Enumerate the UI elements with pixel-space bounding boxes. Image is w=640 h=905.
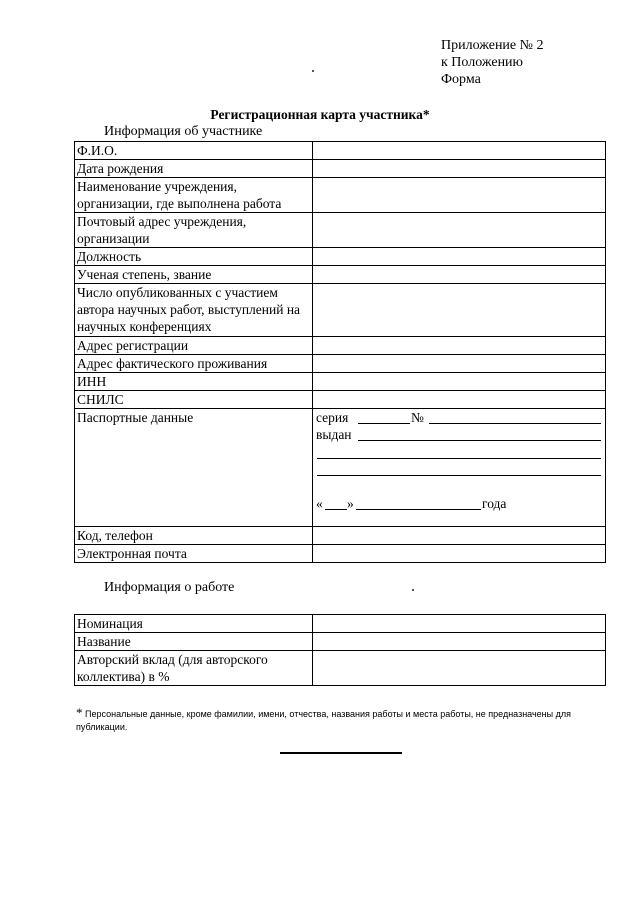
passport-issued-input[interactable] (358, 440, 601, 441)
table-row (75, 266, 606, 284)
passport-date-close: » (347, 496, 354, 511)
field-actual-address[interactable] (313, 355, 606, 373)
row-label-snils: СНИЛС (75, 391, 313, 409)
field-inn[interactable] (313, 373, 606, 391)
field-snils[interactable] (313, 391, 606, 409)
appendix-line-3: Форма (441, 72, 481, 87)
row-label-author-contribution: Авторский вклад (для авторского коллектива) в % (75, 651, 313, 686)
table-row (75, 248, 606, 266)
table-row (75, 651, 606, 686)
appendix-line-1: Приложение № 2 (441, 38, 544, 53)
field-registration-address[interactable] (313, 337, 606, 355)
table-row (75, 213, 606, 248)
table-row (75, 391, 606, 409)
field-fio[interactable] (313, 142, 606, 160)
passport-number-label: № (411, 410, 424, 425)
passport-day-input[interactable] (325, 509, 347, 510)
footnote-text: Персональные данные, кроме фамилии, имени, отчества, названия работы и места работы, не предназначены для публикации. (76, 709, 571, 732)
table-row (75, 527, 606, 545)
participant-table (74, 141, 606, 563)
row-label-passport: Паспортные данные (75, 409, 313, 527)
passport-month-input[interactable] (356, 509, 481, 510)
field-organization[interactable] (313, 178, 606, 213)
scan-speck (312, 70, 314, 72)
row-label-fio: Ф.И.О. (75, 142, 313, 160)
row-label-publications: Число опубликованных с участием автора научных работ, выступлений на научных конференциях (75, 284, 313, 337)
field-postal-address[interactable] (313, 213, 606, 248)
passport-issued-line-2[interactable] (317, 458, 601, 459)
row-label-position: Должность (75, 248, 313, 266)
field-nomination[interactable] (313, 615, 606, 633)
row-label-organization: Наименование учреждения, организации, где выполнена работа (75, 178, 313, 213)
row-label-birthdate: Дата рождения (75, 160, 313, 178)
table-row (75, 355, 606, 373)
row-label-degree: Ученая степень, звание (75, 266, 313, 284)
row-label-postal-address: Почтовый адрес учреждения, организации (75, 213, 313, 248)
table-row (75, 284, 606, 337)
field-email[interactable] (313, 545, 606, 563)
table-row (75, 337, 606, 355)
row-label-actual-address: Адрес фактического проживания (75, 355, 313, 373)
passport-series-label: серия (316, 410, 349, 425)
field-degree[interactable] (313, 266, 606, 284)
work-section-heading: Информация о работе (104, 580, 235, 595)
table-row (75, 633, 606, 651)
passport-year-label: года (482, 496, 507, 511)
table-row (75, 373, 606, 391)
field-work-title[interactable] (313, 633, 606, 651)
appendix-line-2: к Положению (441, 55, 524, 70)
appendix-block (441, 37, 544, 88)
form-title: Регистрационная карта участника* (210, 107, 430, 122)
table-row (75, 160, 606, 178)
table-row (75, 178, 606, 213)
passport-number-input[interactable] (429, 423, 601, 424)
work-table (74, 614, 606, 686)
field-position[interactable] (313, 248, 606, 266)
field-birthdate[interactable] (313, 160, 606, 178)
table-row (75, 615, 606, 633)
passport-issued-label: выдан (316, 427, 352, 442)
scan-speck (412, 589, 414, 591)
field-publications[interactable] (313, 284, 606, 337)
row-label-email: Электронная почта (75, 545, 313, 563)
participant-section-heading: Информация об участнике (104, 124, 263, 139)
table-row (75, 142, 606, 160)
field-passport (313, 409, 606, 527)
field-phone[interactable] (313, 527, 606, 545)
table-row (75, 409, 606, 527)
passport-series-input[interactable] (358, 423, 410, 424)
row-label-registration-address: Адрес регистрации (75, 337, 313, 355)
footnote (76, 706, 616, 734)
row-label-phone: Код, телефон (75, 527, 313, 545)
bottom-rule (280, 752, 402, 754)
field-author-contribution[interactable] (313, 651, 606, 686)
row-label-work-title: Название (75, 633, 313, 651)
passport-issued-line-3[interactable] (317, 475, 601, 476)
passport-date-open: « (316, 496, 323, 511)
row-label-inn: ИНН (75, 373, 313, 391)
row-label-nomination: Номинация (75, 615, 313, 633)
footnote-marker: * (76, 705, 83, 720)
table-row (75, 545, 606, 563)
